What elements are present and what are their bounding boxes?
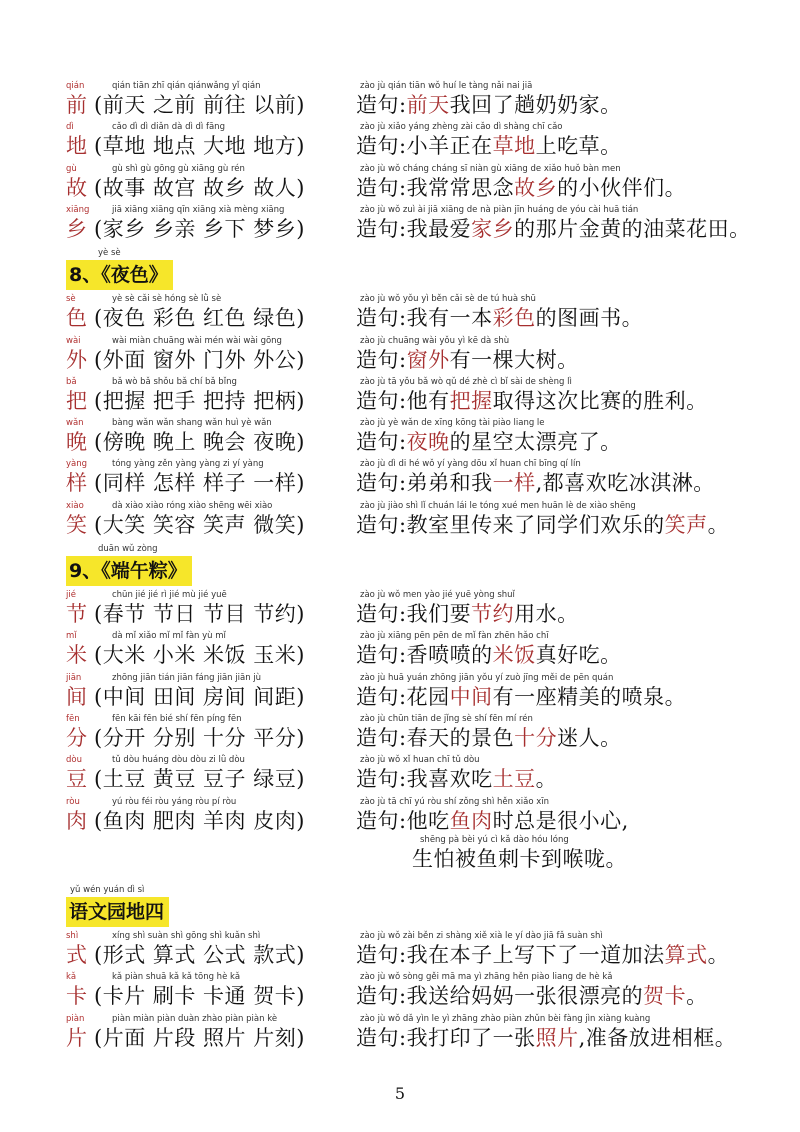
sentence-text: 真好吃。	[535, 643, 622, 668]
example-sentence	[356, 388, 708, 414]
vocab-row	[0, 754, 800, 794]
section-title-pinyin: yè sè	[98, 248, 121, 259]
vocab-row	[0, 163, 800, 203]
example-sentence	[356, 347, 579, 373]
example-sentence	[356, 684, 686, 710]
page-number: 5	[394, 1084, 406, 1103]
highlighted-word: 把握	[449, 388, 493, 413]
sentence-pinyin: zào jù tā yǒu bǎ wò qǔ dé zhè cì bǐ sài de shèng lì	[360, 376, 572, 387]
word-group: (土豆 黄豆 豆子 绿豆)	[94, 767, 305, 792]
words-pinyin: dà xiào xiào róng xiào shēng wēi xiào	[112, 500, 273, 511]
sentence-prefix: 造句:	[356, 388, 407, 413]
sentence-text: 的星空太漂亮了。	[449, 430, 622, 455]
highlighted-word: 土豆	[492, 767, 536, 792]
word-group: (夜色 彩色 红色 绿色)	[94, 306, 305, 331]
sentence-prefix: 造句:	[356, 943, 407, 968]
char-pinyin: kǎ	[66, 972, 77, 983]
highlighted-word: 算式	[664, 943, 708, 968]
char-pinyin: dòu	[66, 755, 82, 766]
sentence-prefix: 造句:	[356, 602, 407, 626]
sentence-text: 香喷喷的	[406, 643, 493, 668]
target-character: 分	[66, 725, 88, 750]
sentence-text: 我回了趟奶奶家。	[449, 93, 622, 117]
example-sentence	[356, 429, 622, 455]
sentence-text: 我打印了一张	[406, 1025, 536, 1050]
word-group: (前天 之前 前往 以前)	[94, 93, 305, 117]
sentence-text: 我在本子上写下了一道加法	[406, 943, 665, 968]
sentence-pinyin: zào jù huā yuán zhōng jiān yǒu yí zuò jīng měi de pēn quán	[360, 672, 614, 683]
sentence-text: 我有一本	[406, 306, 493, 331]
sentence-text: 我常常思念	[406, 175, 515, 200]
char-pinyin: fēn	[66, 713, 80, 724]
vocab-row	[0, 630, 800, 670]
example-sentence	[356, 942, 729, 968]
word-group: (家乡 乡亲 乡下 梦乡)	[94, 216, 305, 241]
highlighted-word: 前天	[406, 93, 450, 117]
sentence-prefix: 造句:	[356, 643, 407, 668]
vocab-row	[0, 335, 800, 375]
sentence-text: 我喜欢吃	[406, 767, 493, 792]
word-group: (傍晚 晚上 晚会 夜晚)	[94, 430, 305, 455]
highlighted-word: 夜晚	[406, 430, 450, 455]
example-sentence	[356, 1025, 736, 1051]
example-sentence	[356, 808, 629, 834]
target-character: 色	[66, 306, 88, 331]
sentence-prefix: 造句:	[356, 93, 407, 117]
sentence-text: 的小伙伴们。	[557, 175, 687, 200]
words-pinyin: tóng yàng zěn yàng yàng zi yí yàng	[112, 459, 264, 470]
highlighted-word: 窗外	[406, 347, 450, 372]
sentence-pinyin: zào jù chuāng wài yǒu yì kē dà shù	[360, 335, 510, 346]
target-character: 样	[66, 471, 88, 496]
target-character: 卡	[66, 984, 88, 1009]
sentence-text: 弟弟和我	[406, 471, 493, 496]
example-sentence	[356, 642, 622, 668]
highlighted-word: 家乡	[471, 216, 515, 241]
words-pinyin: bàng wǎn wǎn shang wǎn huì yè wǎn	[112, 418, 272, 429]
word-group: (外面 窗外 门外 外公)	[94, 347, 305, 372]
words-pinyin: xíng shì suàn shì gōng shì kuǎn shì	[112, 931, 261, 942]
vocab-row	[0, 589, 800, 629]
sentence-pinyin: zào jù xiāng pēn pēn de mǐ fàn zhēn hǎo chī	[360, 631, 549, 642]
words-pinyin: tǔ dòu huáng dòu dòu zi lǜ dòu	[112, 755, 245, 766]
highlighted-word: 笑声	[664, 512, 708, 537]
vocab-row	[0, 672, 800, 712]
sentence-pinyin: zào jù wǒ zài běn zi shàng xiě xià le yí dào jiā fǎ suàn shì	[360, 931, 603, 942]
words-pinyin: gù shì gù gōng gù xiāng gù rén	[112, 163, 245, 174]
highlighted-word: 节约	[471, 602, 515, 626]
sentence-prefix: 造句:	[356, 175, 407, 200]
words-pinyin: chūn jié jié rì jié mù jié yuē	[112, 590, 227, 600]
word-group: (片面 片段 照片 片刻)	[94, 1025, 305, 1050]
sentence-prefix: 造句:	[356, 134, 407, 159]
words-pinyin: dà mǐ xiǎo mǐ mǐ fàn yù mǐ	[112, 631, 226, 642]
sentence-text: 我送给妈妈一张很漂亮的	[406, 984, 644, 1009]
char-pinyin: ròu	[66, 796, 80, 807]
sentence-text: ,准备放进相框。	[578, 1025, 737, 1050]
sentence-prefix: 造句:	[356, 512, 407, 537]
sentence-text: 。	[535, 767, 558, 792]
example-sentence	[356, 92, 622, 118]
sentence-text: ,都喜欢吃冰淇淋。	[535, 471, 715, 496]
target-character: 式	[66, 943, 88, 968]
words-pinyin: bǎ wò bǎ shǒu bǎ chí bǎ bǐng	[112, 376, 237, 387]
continuation-text: 生怕被鱼刺卡到喉咙。	[412, 846, 627, 871]
sentence-text: 教室里传来了同学们欢乐的	[406, 512, 665, 537]
sentence-text: 春天的景色	[406, 725, 515, 750]
example-sentence	[356, 601, 579, 627]
sentence-text: 。	[686, 984, 708, 1009]
target-character: 乡	[66, 216, 88, 241]
target-character: 前	[66, 93, 88, 117]
sentence-pinyin: zào jù yè wǎn de xīng kōng tài piào liang le	[360, 418, 545, 429]
sentence-pinyin: zào jù jiào shì lǐ chuán lái le tóng xué men huān lè de xiào shēng	[360, 500, 636, 511]
sentence-pinyin: zào jù wǒ men yào jié yuē yòng shuǐ	[360, 590, 515, 600]
section-title: 8、《夜色》	[66, 260, 173, 290]
char-pinyin: yàng	[66, 459, 88, 470]
sentence-text: 我们要	[406, 602, 472, 626]
words-pinyin: kǎ piàn shuā kǎ kǎ tōng hè kǎ	[112, 972, 241, 983]
example-sentence	[356, 133, 622, 159]
sentence-text: 的那片金黄的油菜花田。	[514, 216, 751, 241]
sentence-text: 用水。	[514, 602, 579, 626]
sentence-pinyin: zào jù wǒ cháng cháng sī niàn gù xiāng de xiǎo huǒ bàn men	[360, 163, 621, 174]
sentence-text: 时总是很小心,	[492, 808, 629, 833]
target-character: 节	[66, 602, 88, 626]
target-character: 米	[66, 643, 88, 668]
sentence-pinyin: zào jù qián tiān wǒ huí le tàng nǎi nai jiā	[360, 81, 533, 91]
sentence-prefix: 造句:	[356, 1025, 407, 1050]
word-group: (大笑 笑容 笑声 微笑)	[94, 512, 305, 537]
sentence-text: 有一座精美的喷泉。	[492, 684, 687, 709]
vocab-row	[0, 971, 800, 1011]
sentence-prefix: 造句:	[356, 347, 407, 372]
sentence-prefix: 造句:	[356, 306, 407, 331]
sentence-text: 有一棵大树。	[449, 347, 579, 372]
sentence-text: 。	[707, 512, 730, 537]
vocab-row	[0, 1013, 800, 1053]
target-character: 片	[66, 1025, 88, 1050]
sentence-pinyin: zào jù wǒ xǐ huan chī tǔ dòu	[360, 755, 480, 766]
char-pinyin: xiào	[66, 500, 84, 511]
example-sentence	[356, 470, 715, 496]
char-pinyin: mǐ	[66, 631, 77, 642]
section-title: 9、《端午粽》	[66, 556, 192, 586]
char-pinyin: jié	[66, 590, 76, 600]
section-title-pinyin: duān wǔ zòng	[98, 544, 158, 554]
char-pinyin: wǎn	[66, 418, 84, 429]
word-group: (故事 故宫 故乡 故人)	[94, 175, 305, 200]
words-pinyin: fēn kāi fēn bié shí fēn píng fēn	[112, 713, 242, 724]
sentence-pinyin: zào jù chūn tiān de jǐng sè shí fēn mí rén	[360, 713, 533, 724]
words-pinyin: yè sè cǎi sè hóng sè lǜ sè	[112, 294, 222, 305]
sentence-text: 上吃草。	[535, 134, 622, 159]
vocab-row	[0, 796, 800, 836]
sentence-prefix: 造句:	[356, 430, 407, 455]
sentence-text: 我最爱	[406, 216, 472, 241]
char-pinyin: shì	[66, 931, 79, 942]
word-group: (卡片 刷卡 卡通 贺卡)	[94, 984, 305, 1009]
char-pinyin: piàn	[66, 1013, 85, 1024]
words-pinyin: qián tiān zhī qián qiánwǎng yǐ qián	[112, 81, 261, 91]
target-character: 豆	[66, 767, 88, 792]
sentence-text: 迷人。	[557, 725, 622, 750]
highlighted-word: 故乡	[514, 175, 558, 200]
vocab-row	[0, 121, 800, 161]
sentence-prefix: 造句:	[356, 767, 407, 792]
highlighted-word: 中间	[449, 684, 493, 709]
char-pinyin: qián	[66, 81, 85, 91]
words-pinyin: cǎo dì dì diǎn dà dì dì fāng	[112, 122, 225, 133]
target-character: 肉	[66, 808, 88, 833]
section-title: 语文园地四	[66, 897, 169, 927]
highlighted-word: 鱼肉	[449, 808, 493, 833]
example-sentence	[356, 725, 622, 751]
example-sentence	[356, 983, 708, 1009]
vocab-row	[0, 500, 800, 540]
target-character: 间	[66, 684, 88, 709]
vocab-row	[0, 293, 800, 333]
word-group: (春节 节日 节目 节约)	[94, 602, 305, 626]
sentence-pinyin: zào jù dì di hé wǒ yí yàng dōu xǐ huan chī bīng qí lín	[360, 459, 581, 470]
target-character: 外	[66, 347, 88, 372]
word-group: (草地 地点 大地 地方)	[94, 134, 305, 159]
continuation-pinyin: shēng pà bèi yú cì kǎ dào hóu lóng	[420, 834, 569, 845]
char-pinyin: gù	[66, 163, 77, 174]
example-sentence	[356, 512, 729, 538]
sentence-prefix: 造句:	[356, 808, 407, 833]
example-sentence	[356, 766, 557, 792]
sentence-pinyin: zào jù xiǎo yáng zhèng zài cǎo dì shàng chī cǎo	[360, 122, 563, 133]
sentence-text: 的图画书。	[535, 306, 644, 331]
sentence-pinyin: zào jù tā chī yú ròu shí zǒng shì hěn xiǎo xīn	[360, 796, 550, 807]
vocab-row	[0, 713, 800, 753]
sentence-text: 小羊正在	[406, 134, 493, 159]
target-character: 笑	[66, 512, 88, 537]
vocab-row	[0, 80, 800, 120]
char-pinyin: bǎ	[66, 376, 77, 387]
highlighted-word: 草地	[492, 134, 536, 159]
highlighted-word: 彩色	[492, 306, 536, 331]
words-pinyin: yú ròu féi ròu yáng ròu pí ròu	[112, 796, 237, 807]
sentence-text: 取得这次比赛的胜利。	[492, 388, 708, 413]
vocab-row	[0, 417, 800, 457]
vocab-row	[0, 204, 800, 244]
char-pinyin: wài	[66, 335, 81, 346]
sentence-prefix: 造句:	[356, 725, 407, 750]
sentence-prefix: 造句:	[356, 684, 407, 709]
vocab-row	[0, 376, 800, 416]
example-sentence	[356, 216, 751, 242]
sentence-prefix: 造句:	[356, 984, 407, 1009]
word-group: (大米 小米 米饭 玉米)	[94, 643, 305, 668]
words-pinyin: wài miàn chuāng wài mén wài wài gōng	[112, 335, 282, 346]
char-pinyin: sè	[66, 294, 76, 305]
highlighted-word: 十分	[514, 725, 558, 750]
sentence-pinyin: zào jù wǒ sòng gěi mā ma yì zhāng hěn piào liang de hè kǎ	[360, 972, 613, 983]
sentence-text: 他有	[406, 388, 450, 413]
sentence-pinyin: zào jù wǒ zuì ài jiā xiāng de nà piàn jīn huáng de yóu cài huā tián	[360, 204, 639, 215]
sentence-pinyin: zào jù wǒ dǎ yìn le yì zhāng zhào piàn zhǔn bèi fàng jìn xiàng kuàng	[360, 1013, 651, 1024]
sentence-text: 他吃	[406, 808, 450, 833]
word-group: (把握 把手 把持 把柄)	[94, 388, 305, 413]
char-pinyin: jiān	[66, 672, 82, 683]
sentence-text: 。	[707, 943, 730, 968]
highlighted-word: 一样	[492, 471, 536, 496]
char-pinyin: dì	[66, 122, 74, 133]
sentence-continuation	[0, 834, 800, 874]
sentence-text: 花园	[406, 684, 450, 709]
word-group: (同样 怎样 样子 一样)	[94, 471, 305, 496]
target-character: 故	[66, 175, 88, 200]
target-character: 地	[66, 134, 88, 159]
char-pinyin: xiāng	[66, 204, 90, 215]
word-group: (形式 算式 公式 款式)	[94, 943, 305, 968]
section-title-pinyin: yǔ wén yuán dì sì	[70, 885, 145, 896]
word-group: (分开 分别 十分 平分)	[94, 725, 305, 750]
words-pinyin: jiā xiāng xiāng qīn xiāng xià mèng xiāng	[112, 204, 285, 215]
vocab-row	[0, 458, 800, 498]
word-group: (中间 田间 房间 间距)	[94, 684, 305, 709]
sentence-prefix: 造句:	[356, 471, 407, 496]
sentence-pinyin: zào jù wǒ yǒu yì běn cǎi sè de tú huà shū	[360, 294, 536, 305]
words-pinyin: piàn miàn piàn duàn zhào piàn piàn kè	[112, 1013, 278, 1024]
vocab-row	[0, 930, 800, 970]
highlighted-word: 照片	[535, 1025, 579, 1050]
example-sentence	[356, 175, 686, 201]
words-pinyin: zhōng jiān tián jiān fáng jiān jiān jù	[112, 672, 262, 683]
target-character: 把	[66, 388, 88, 413]
word-group: (鱼肉 肥肉 羊肉 皮肉)	[94, 808, 305, 833]
highlighted-word: 贺卡	[643, 984, 687, 1009]
target-character: 晚	[66, 430, 88, 455]
example-sentence	[356, 305, 643, 331]
sentence-prefix: 造句:	[356, 216, 407, 241]
highlighted-word: 米饭	[492, 643, 536, 668]
